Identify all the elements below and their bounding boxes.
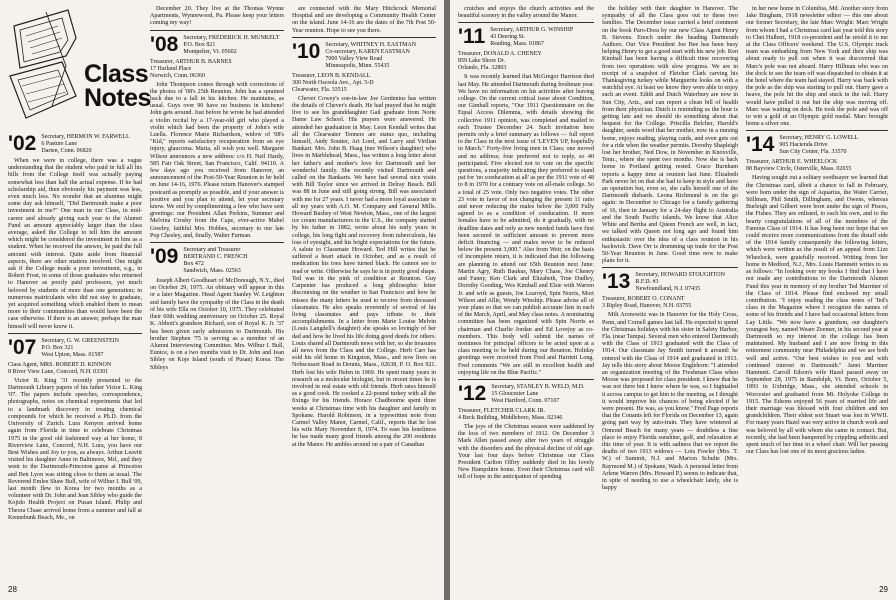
class-treasurer-info: Treasurer, LEON B. KENDALL 300 North Osceola Ave., Apt. 5-D Clearwater, Fla. 33515 (292, 72, 374, 93)
class-note-text: It was recently learned that McGregor Harrison died last May. He attended Dartmouth during freshman year. We have no information on his activities after leaving college. On the current critical issue about Condition, our Gimball reports, "Our 1911 Questionnaire on the Equal Access Dilemma, with details showing the collective 1911 opinion, was completed and mailed to each Trustee December 24. Such invitation here permits only a brief summary as follows — full report to the Class in the next issue of 'LEVEN UP, hopefully in March." Forty-five living men in Class; one moved and no address; four preferred not to reply, so 40 participated. Five elected not to vote on the specific questions, a majority indicating they preferred to stand pat for 'no coeducation at all' as per the 1911 vote of 48 to 8 in 1970 for a contrary vote on all-male college. So a total of 25 vote. Only two negative votes. The other 23 vote in favor of not changing the present 11 ratio and never reducing the males below the 3,000 Fully agreed to as a condition of coeducation. If more females have to be admitted, do it gradually, with no deadline dates and only as new needed funds have first been secured in sufficient amount to prevent more deficit financing — and males never to be reduced below the present 3,000." Also from Weir, on the basis of incomplete return, it is indicated that the following are planning to attend our 65th Reunion next June: Martin Agry, Ruth Baukus, Mary Chase, Joe Cheney and Fanny, Ken Clark and Elizabeth, True Dudley, Dorothy Gooding, Wes Kimball and Elsie with Warren Jr. and wife as guests, Joe Learoyd, Spin Norris, Mort Wilson and Allie, Wendy Winship. Please advise all of your plans so that we can publish accurate lists in each of the March, April, and May class notes. A nominating committee has been organized with Spin Norris as chairman and Charlie Jordan and Ed Lovejoy as co-members. This body will submit the names of nominees for principal officers to be acted upon at a class meeting to be held during our Reunion. Holiday greetings were received from Fred and Harriett Long. Fred comments "We are still in excellent health and enjoying life on the Blue Pacific." (458, 74, 594, 376)
class-note-text: Having sought out a solitary soothsayer we learned that the Christmas card, albeit a chance to fall in February, were born under the sign of Aquarius, the Water Carrier, Stillman, Phil Smith, Dillingham, and Owens, whereas Burleigh and Gilbert were born under the sign of Pisces, the Fishes. They are enlisted, to each his own, and to the hearty congratulations of all of the members of the Famous Class of 1914. It has long been our hope that we could receive more communications from the distaff side of the 1914 family consequently the following letters, which were written as the result of an appeal from Lize Wheelock, were gratefully received. Writing from her home in Medford, N.J., Mrs. Louis Hammett writes to us as follows: "In looking over my books I find that I have not made any contributions to the Dartmouth Alumni Fund this year in memory of my brother Ted Marriner of the Class of 1914. Please find enclosed my small contribution. "I enjoy reading the class notes of Ted's class in the Magazine where I recognize the names of some of his friends and I have had occasional letters from Lay Little. "We now have a grandson, our daughter's youngest boy, named Weare Zeemer, in his second year at Dartmouth so my interest in the college has been maintained. My husband and I are now living in this retirement community near Philadelphia and we are both well and active. "Our best wishes to you and with continued interest in Dartmouth." Janet Marriner Hammett. Carroll Edson's wife Hazel passed away on September 28, 1975 in Randolph, Vt. Born, October 5, 1893 in Uxbridge, Mass., she attended schools in Worcester and graduated from Mt. Holyoke College in 1915. The Edsons enjoyed 56 years of married life and their marriage was blessed with four children and ten grandchildren. Their eldest son Stuart was lost in WWII. For many years Hazel was very active in church work and was beloved by all with whom she came in contact. But, recently, she had been hampered by crippling arthritis and spent much of her time in a wheel chair. Will her passing our Class has lost one of its most gracious ladies. (746, 175, 888, 456)
page-number: 28 (8, 585, 17, 594)
class-1902-header (8, 134, 142, 155)
class-note-text: Chever Cowey's son-in-law Joe Gerdenius has written the details of Chever's death. He had prayed that he might live to see his granddaughter Gail graduate from Norte Dame Law School. His prayers were answered. He attended her graduation in May. Leon Kendall writes that all the Clearwater Tenners are status quo, including himself, Andy Soutter, Art Lord, and Larry and Virilian Bankart. Mrs. John B. Haag (nee Wilson's daughter) who lives in Marblehead, Mass., has written a long letter about her father's and mother's love for Dartmouth and her wonderful family. She recently visited Dartmouth and called on the Bankarts. We have had several nice visits with Bill Taylor since we arrived in Delray Beach. Bill was 88 in June and still going strong. Bill was associated with me for 27 years. I never had a more loyal associate in all my years with A.O. M. Company and General Mills. Howard Bushey of West Newton, Mass., one of the largest ice cream manufacturers in the U.S., the company started by his father in 1882, wrote about his early years in college, his long fight and recovery from tuberculosis, his loss of eyesight, and his bright expectations for the future. A salute to Classmate Howard. Ted Hill writes that he suffered a heart attack in October, and as a result of medication his toes have turned black. He cannot see to read or write. Otherwise he says he is in pretty good shape. Ted was in the pink of condition at Reunion. Guy Carpenter has produced a long philosophic letter discoursing on the weather in San Francisco and how he misses the many letters he used to receive from deceased classmates. He also speaks reverently of several of his living classmates and pays tribute to their accomplishments. In a letter from Marie Louise Melvin (Louis Langdell's daughter) she speaks so lovingly of her dad and how he lived his life doing good deeds for others. Louis shared all Dartmouth news with her, so she treasures all news from the Class and the College. Herb Carr has sold his old home in Kingston, Mass., and now lives on Nobscusset Road in Dennis, Mass., 02638, P. O. Box 921. Herb lost his wife Helen in 1969. He spent many years in research as a molecular biologist, but in recent times he is involved in real estate with old friends. Herb rates himself as a good cook. He cooked a 22-pound turkey with all the fixings for his friends. Horace Chadbourne spent three weeks at Christmas time with his daughter and family in Spokane. Harold Robinson, in a typewritten note from Carmel Valley Manor, Carmel, Calif., reports that he lost his wife Mary November 8, 1974. To ease his loneliness he has made many good friends among the 200 residents at the Manor. He ambles around on a pair of Canadian (292, 95, 437, 448)
divider (458, 22, 594, 23)
class-secretary-info: Secretary and Treasurer BERTRAND C. FRENCH Box 472 Sandwich, Mass. 02563 (183, 247, 248, 275)
class-note-text: December 20. They live at the Thomas Wynne Apartments, Wynnewood, Pa. Please keep your letters coming my way! (150, 6, 284, 27)
divider (602, 267, 738, 268)
class-secretary-info: Secretary, ARTHUR G. WINSHIP 43 Deering St. Reading, Mass. 01867 (490, 27, 574, 48)
right-column-2 (602, 6, 738, 493)
divider (746, 130, 888, 131)
class-1910-header (292, 39, 436, 70)
class-secretary-info: Secretary, WHITNEY H. EASTMAN Co-secretary, KAREN EASTMAN 7000 Valley View Road Minneapolis, Minn. 55435 (325, 41, 417, 69)
class-year: '13 (602, 270, 631, 294)
class-note-text: the holiday with their daughter in Hanover. The sympathy of all the Class goes out to these two families. The December issue carried a brief comment on the book Paro-Dora by our new Class Agent Henry B. Stevens. Enoch under the heading Dartmouth Authors. Our Vice President Joe Bee has been busy helping Henry to get a good start with his new job. Ken Kimball has been having a difficult time recovering from two operations with slow progress. We are in receipt of a snapshot of Fletcher Clark carving his Thanksgiving turkey while Marguerite looks on with a watchful eye. At least we know they were able to enjoy such an event. Edith and Dutch Waterbury are now in Sun City, Ariz., and can report a clean bill of health from their physician. Dutch is reminding us the hour is getting late and we should do something about that bequest for the College. Priscilla Belcher, Harold's daughter, sends word that her mother, now in a nursing home, enjoys reading, playing cards, and even gets out for a ride when the weather permits. Dorothy Shapleigh lost her brother, Ned Dow, in November in Knoxville, Tenn., where she spent two months. Now she is back home in Portland getting rested. Grace Burnham reports a happy time at reunion last June. Elizabeth Park never let on that she had to keep in style and have an operation but, even so, she calls herself one of the Dartmouth diehards. Leona Richmond is on the go again: in December to Chicago for a family gathering of 16, then in January for a 24-day flight to Australia and the South Pacific islands. We know that Alice White and Bertha and Queen French are well, in fact, we talked with Queen not long ago and found him enthusiastic over the idea of a class reunion in his backwick. Dave Orr is drumming up trade for the Post 50-Year Reunion in June. Good time now to make plans for it. (602, 6, 738, 265)
class-secretary-info: Secretary, HERMON W. FARWELL 6 Pasture Lane Darien, Conn. 06820 (41, 134, 130, 154)
class-note-text: The joys of the Christmas season were saddened by the loss of two members of 1912. On December 3 Mark Allen passed away after two years of struggle with the disorders and the physical decline of old age. Your last four days before Christmas our Class President Carlton Olfiry suddenly died in his lovely New Hampshire home. Even their Christmas card will tell of hope in the anticipation of spending (458, 423, 594, 481)
class-note-text: in her new home in Columbia, Md. Another story from Jake Bingham, 1918 newsletter editor — this one about our former Secretary, the late Marc Wright: Marc Wright from whom I had a Christmas card last year told this story to Chet Hulbert, 1918 co-president and he retold it to me at the Class Officers' weekend. The U.S. Olympic track team was embarking from New York and their ship was about ready to pull out when it was discovered that Marc's pole was not aboard. Harry Hillman who was on the dock to see the team off was dispatched to obtain it at the hotel where the team had stayed. Harry was back with the pole as the ship was starting to pull out. Harry gave a heave, the pole hit the ship and stuck in the rail. Harry would have pulled it out but the ship was moving off. Marc was waiting on deck. He took the pole and was off to win a gold of an Olympic gold medal. Marc brought home a silver one. (746, 6, 888, 128)
class-note-text: Joseph Albert Goodheart of McDonough, N.Y., died on October 29, 1975. An obituary will appear in this or a later Magazine. Head Agent Stanley W. Leighton and family have the sympathy of the Class in the death of his wife Ella on October 10, 1975. They celebrated their 60th wedding anniversary on October 25. Royal K. Abbott's grandson Richard, son of Royal K. Jr. '37 has been given early admission to Dartmouth. His brother Stephen '75 is serving as a member of an Alumni Interviewing Committee. Mrs. Wilbur I. Bull, Eunice, is on a two months visit to Dr. John and Jean Sibley on Koje Island (south of Pusan) Korea. The Sibleys (150, 278, 284, 371)
class-secretary-info: Secretary, STANLEY B. WELD, M.D. 15 Gloucester Lane West Hartford, Conn. 07107 (491, 383, 585, 404)
class-1912-header (458, 381, 594, 405)
class-year: '08 (150, 32, 179, 56)
divider (292, 37, 436, 38)
class-treasurer-info: Treasurer, DONALD A. CHENEY 859 Lake Shore Dr. Orlando, Fla. 32803 (458, 51, 542, 72)
class-note-text: John Thompson comes through with corrections of the photos of '08's 25th Reunion. John has a sprained back due to a fall in his kitchen. He maintains, as usual. Guys over 90 have no business in kitchens! John gets around. Just before he wrote he had attended a violin recital by a 17-year-old girl who played a violin which had been the property of John's wife Luella. Florence Marie Richardson, widow of '08's "Kid," reports satisfactory recuperation from an eye injury, glaucoma. Maria, all wish you well. Margaret Wilson announces a new address: c/o H. Neil Hardy, 585 Fair Oak Street, San Francisco, Calif. 94110. A few days ago you received from Hanover, an announcement of the Post-50-Year Reunion to be held on June 14-16, 1976. Please return Hanover's stamped postcard as promptly as possible, and if your answer is positive and you plan to attend, let your secretary know. We end by complimenting a few who have sent greetings: our President Allan Perkins, Summer and Melvina Crosby from the Cape, ever-active Mabel Greeley, faithful Mrs. Hobbes, secretary to our late Pop Chesley, and, finally, Walter Furman. (150, 81, 284, 239)
class-secretary-info: Secretary, G. W. GREENSTEIN P.O. Box 321 West Upton, Mass. 01587 (41, 337, 119, 358)
class-notes-logo (6, 6, 151, 124)
class-notes-title: Class Notes (84, 60, 151, 112)
class-note-text: Victor R. King '31 recently presented to the Dartmouth Library papers of his father Victor L. King '07. The papers include speeches, correspondence, photographs, notes on chemical experiments that led to a landmark discovery in treating chemical compounds for which he received a Ph.D. from the University of Zurich. Lura Kenyon arrived home again from Florida in time to celebrate Christmas 1975 in the good old fashioned way at her home, 8 Riverview Lane, Concord, N.H. Lura, you have our Best Wishes and Joy to you, as always. Arthur Leavitt visited his daughter Anne in Baltimore, Md., and they went to the Dartmouth-Princeton game at Princeton and Ben Lyon was sitting close to them as usual. The Reverend Emlee Shaw Bull, wife of Wilbur I. Bull '09, last month flew to Korea for two months as a volunteer with Dr. John and Jean Sibley who guide the Kojido Health Project on Pusan Island. Philip and Theora Chase arrived home from a summer and fall at Kennebunk Beach, Me., on (8, 377, 142, 521)
page-number: 29 (879, 585, 888, 594)
class-note-text: crutches and enjoys the church activities and the beautiful scenery in the valley around the Manor. (458, 6, 594, 20)
class-year: '14 (746, 133, 775, 157)
left-column-1 (8, 130, 142, 523)
divider (150, 30, 284, 31)
right-column-3 (746, 6, 888, 457)
divider (458, 379, 594, 380)
class-1907-header (8, 335, 142, 359)
class-1908-header (150, 32, 284, 56)
class-note-text: Milt Aronowitz was in Hanover for the Holy Cross, Penn, and Cornell games last fall. He expected to spend the Christmas holidays with his sister in Safety Harbor, Fla. (near Tampa). Several men who entered Dartmouth with the Class of 1913 graduated with the Class of 1914. Our classmate Jay Smith turned it around: he entered with the Class of 1914 and graduated in 1913. Jay tells this story about Moose Englehorn: "I attended an organization meeting of the Freshman Class when Moose was proposed for class president. I knew that he was not there but I knew where he was, so I hightailed it across campus to get him to the meeting, as I thought it would improve his chances of being elected if he were present. He was, as you know." Fred Page reports that the Conants left for Florida on December 13, again going part way by auto-train. They have wintered at Ormond Beach for many years — doubtless a fine place to enjoy Floridа sunshine, golf, and relaxation at this time of year. It is with sadness that we report the deaths of two 1913 widows — Lois Fowler (Mrs. T. W.) of Summit, N.J. and Marion Schulte (Mrs. Raymond M.) of Spokane, Wash. A personal letter from Arlene Warren (Mrs. Howard P.) seems to indicate that, in spite of needing to use a wheelchair lately, she is happy (602, 312, 739, 492)
left-column-2 (150, 6, 284, 373)
left-page (0, 0, 444, 600)
class-1909-header (150, 247, 284, 275)
class-year: '09 (150, 245, 179, 269)
class-treasurer-info: Treasurer, ARTHUR B. BARNES 17 Harland Place Norwich, Conn. 06360 (150, 58, 232, 79)
class-note-text: When we were in college, there was a vague understanding that the student who paid in full all his bills from the College itself was actually paying somewhat less than half the actual expense. If he had scholarship aid, then obviously his payment was less, even much less. No wonder that an alumnus might some day ask himself, "Did Dartmouth make a poor investment in me?" One man in our Class, in mid-career and already giving each year to the Alumni Fund an amount appreciably larger than the class average, asked the College to tell him the amount which might be considered the investment in him as a student. When he received the answer, he paid the full amount with interest. Quite aside from financial aspects, there are other matters involved. One might ask if the College made a poor investment, e.g., in Robert Frost, in some of those graduates who returned to Hanover as poorly paid professors, yet much beloved by students of more than one generation; in numerous matriculants who did not stay to graduate, yet acquired something which enabled them to mean more to their communities than would have been the case otherwise. If there is an answer, perhaps the man himself will never know it. (8, 158, 142, 330)
class-year: '02 (8, 132, 37, 155)
class-secretary-info: Secretary, HOWARD STOUGHTON R.F.D. #3 Newfoundland, N.J. 07435 (635, 272, 725, 293)
class-year: '10 (292, 39, 321, 63)
class-treasurer-info: Treasurer, ARTHUR E. WHEELOCK 88 Bayview Circle, Osterville, Mass. 02655 (746, 159, 852, 173)
class-1913-header (602, 272, 738, 293)
class-1911-header (458, 27, 594, 48)
class-secretary-info: Secretary, HENRY G. LOWELL 905 Hacienda Drive Sun City Center, Fla. 33570 (779, 135, 859, 156)
right-page (450, 0, 896, 600)
class-secretary-info: Secretary, FREDERICK H. MUNKELT P.O. Box 821 Montpelier, Vt. 05602 (183, 34, 280, 55)
class-treasurer-info: Treasurer, ROBERT O. CONANT 3 Ripley Road, Hanover, N.H. 03755 (602, 296, 692, 310)
class-1914-header (746, 135, 888, 156)
class-treasurer-info: Treasurer, FLETCHER CLARK JR. 4 Beck Building, Middleboro, Mass. 02346 (458, 407, 563, 421)
class-year: '07 (8, 335, 37, 359)
class-year: '11 (458, 25, 486, 49)
left-column-3 (292, 6, 436, 450)
class-agent-info: Class Agent, MRS. ROBERT D. KINNON 8 River View Lane, Concord, N.H. 03301 (8, 361, 112, 375)
divider (8, 333, 142, 334)
class-note-text: are connected with the Mary Hitchcock Memorial Hospital and are developing a Community Health Center on the island. June 14-16 are the dates of the 7th Post 50-Year reunion. Hope to see you there. (292, 6, 436, 34)
class-year: '12 (458, 381, 487, 405)
right-column-1 (458, 6, 594, 483)
divider (150, 242, 284, 243)
